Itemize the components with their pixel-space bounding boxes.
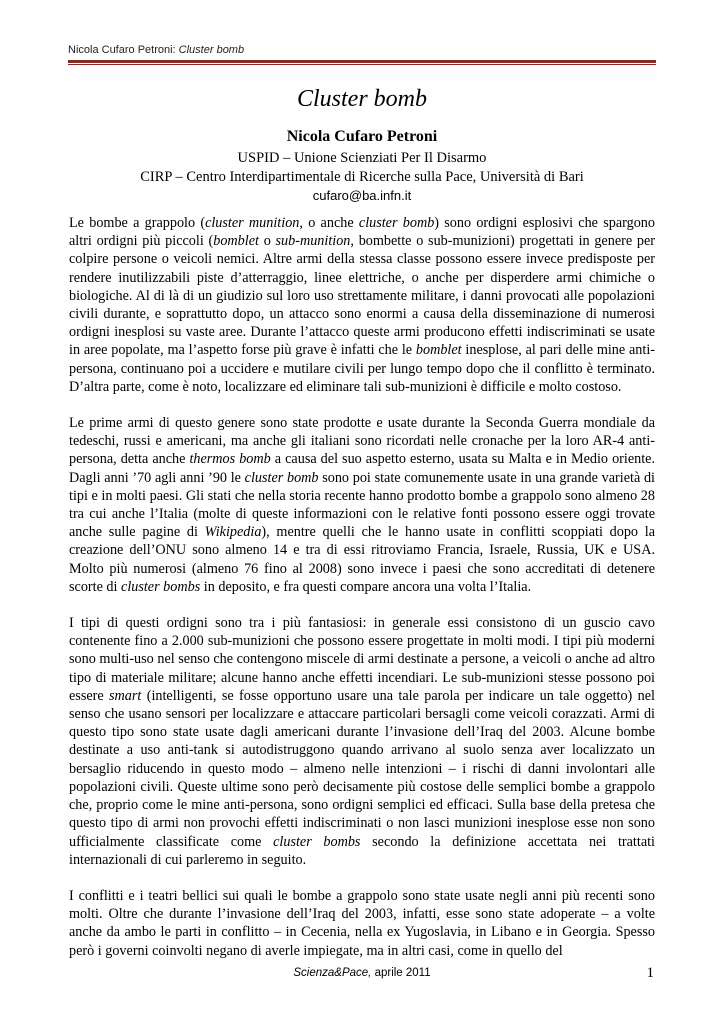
italic-term: thermos bomb <box>189 451 271 468</box>
italic-term: bomblet <box>213 233 259 250</box>
text-run: ) sono ordigni esplosivi che spargono altri ordigni più piccoli ( <box>69 215 655 250</box>
affiliation-uspid: USPID – Unione Scienziati Per Il Disarmo <box>237 150 487 166</box>
running-header-author: Nicola Cufaro Petroni: <box>68 44 179 56</box>
author-name: Nicola Cufaro Petroni <box>286 128 438 145</box>
body-paragraph <box>69 887 655 960</box>
text-run: I conflitti e i teatri bellici sui quali le bombe a grappolo sono state usate negli anni più recenti sono molti. Oltre che durante l’invasione dell’Iraq del 2003, infatti, esse sono state adoperate – a volte anche da ambo le parti in conflitto – in Cecenia, nella ex Yugoslavia, in Libano e in Georgia. Spesso però i governi coinvolti negano di averle impiegate, ma in altri casi, come in quello del <box>69 887 655 959</box>
affiliation-cirp: CIRP – Centro Interdipartimentale di Ricerche sulla Pace, Università di Bari <box>140 169 584 185</box>
italic-term: cluster munition <box>205 215 300 231</box>
text-run: Le bombe a grappolo ( <box>69 215 206 231</box>
footer-journal: Scienza&Pace, <box>293 967 372 979</box>
page-footer <box>0 967 724 979</box>
text-run: secondo la definizione accettata nei trattati internazionali di cui parleremo in seguito. <box>69 833 655 868</box>
text-run: sono poi state comunemente usate in una grande varietà di tipi e in molti paesi. Gli stati che nella storia recente hanno prodotto bombe a grappolo sono almeno 28 tra cui anche l’Italia (molte di queste informazioni con le relative fonti possono essere oggi trovate anche sulle pagine di <box>69 469 655 541</box>
running-header <box>68 44 244 56</box>
italic-term: smart <box>109 687 142 704</box>
footer-date: aprile 2011 <box>371 967 431 979</box>
text-run: Le prime armi di questo genere sono state prodotte e usate durante la Seconda Guerra mondiale da tedeschi, russi e americani, ma anche gli italiani sono ricordati nelle cronache per la loro AR-4 anti-persona, detta anche <box>69 415 655 468</box>
italic-term: bomblet <box>415 342 462 359</box>
italic-term: cluster bomb <box>244 469 319 486</box>
author-email: cufaro@ba.infn.it <box>312 188 412 203</box>
italic-term: cluster bombs <box>121 578 201 595</box>
header-rule-thin <box>68 64 656 65</box>
text-run: I tipi di questi ordigni sono tra i più fantasiosi: in generale essi consistono di un guscio cavo contenente fino a 2.000 sub-munizioni che possono essere progettate in molti modi. I tipi più moderni sono multi-uso nel senso che contengono miscele di armi destinate a persone, a veicoli o anche ad altro tipo di materiale militare; alcune hanno anche effetti incendiari. Le sub-munizioni stesse possono poi essere <box>69 615 655 704</box>
text-run: in deposito, e fra questi compare ancora una volta l’Italia. <box>200 578 532 595</box>
body-paragraph <box>69 614 655 869</box>
italic-term: cluster bombs <box>273 833 361 850</box>
text-run: o <box>258 233 276 250</box>
italic-term: Wikipedia <box>204 524 262 541</box>
page-number: 1 <box>646 965 654 981</box>
body-paragraph <box>69 414 655 596</box>
text-run: inesplose, al pari delle mine anti-persona, continuano poi a uccidere e mutilare civili per lungo tempo dopo che il conflitto è terminato. D’altra parte, come è noto, localizzare ed eliminare tali sub-munizioni è difficile e molto costoso. <box>69 342 655 395</box>
italic-term: sub-munition <box>275 233 351 250</box>
text-run: a causa del suo aspetto esterno, usata su Malta e in Medio oriente. Dagli anni ’70 agli anni ’90 le <box>69 451 656 486</box>
document-title: Cluster bomb <box>296 86 427 112</box>
text-run: ), mentre quelli che le hanno usate in conflitti scoppiati dopo la creazione dell’ONU sono almeno 14 e tra di essi ritroviamo Francia, Israele, Russia, UK e USA. Molto più numerosi (almeno 76 fino al 2008) sono invece i paesi che sono accreditati di detenere scorte di <box>69 524 655 595</box>
running-header-title: Cluster bomb <box>178 44 245 56</box>
italic-term: cluster bomb <box>358 215 435 231</box>
text-run: , o anche <box>299 215 359 231</box>
header-rule-thick <box>68 60 656 63</box>
body-paragraph <box>69 214 655 396</box>
text-run: , bombette o sub-munizioni) progettati in genere per colpire persone o veicoli nemici. Altre armi della stessa classe possono essere invece predisposte per rendere inutilizzabili piste d’atterraggio, linee elettriche, o anche per disperdere armi chimiche o biologiche. Al di là di un giudizio sul loro uso strettamente militare, i danni provocati alle popolazioni civili durante, e soprattutto dopo, un attacco sono enormi a causa della disseminazione di numerosi ordigni inesplosi su vaste aree. Durante l’attacco queste armi producono effetti indiscriminati se usate in aree popolate, ma l’aspetto forse più grave è infatti che le <box>69 233 655 359</box>
text-run: (intelligenti, se fosse opportuno usare una tale parola per indicare un tale oggetto) nel senso che usano sensori per localizzare e attaccare particolari bersagli come veicoli corazzati. Armi di questo tipo sono state usate dagli americani durante l’invasione dell’Iraq del 2003. Alcune bombe destinate a uso anti-tank si autodistruggono quando arrivano al suolo senza aver localizzato un bersaglio riducendo in questo modo – almeno nelle intenzioni – i rischi di danni involontari alle popolazioni civili. Queste ultime sono però decisamente più costose delle semplici bombe a grappolo che, proprio come le mine anti-persona, sono ordigni semplici ed efficaci. Sulla base della pretesa che questo tipo di armi non provochi effetti indiscriminati o non lasci munizioni inesplose esse non sono ufficialmente classificate come <box>69 687 655 850</box>
body-text <box>69 214 655 960</box>
